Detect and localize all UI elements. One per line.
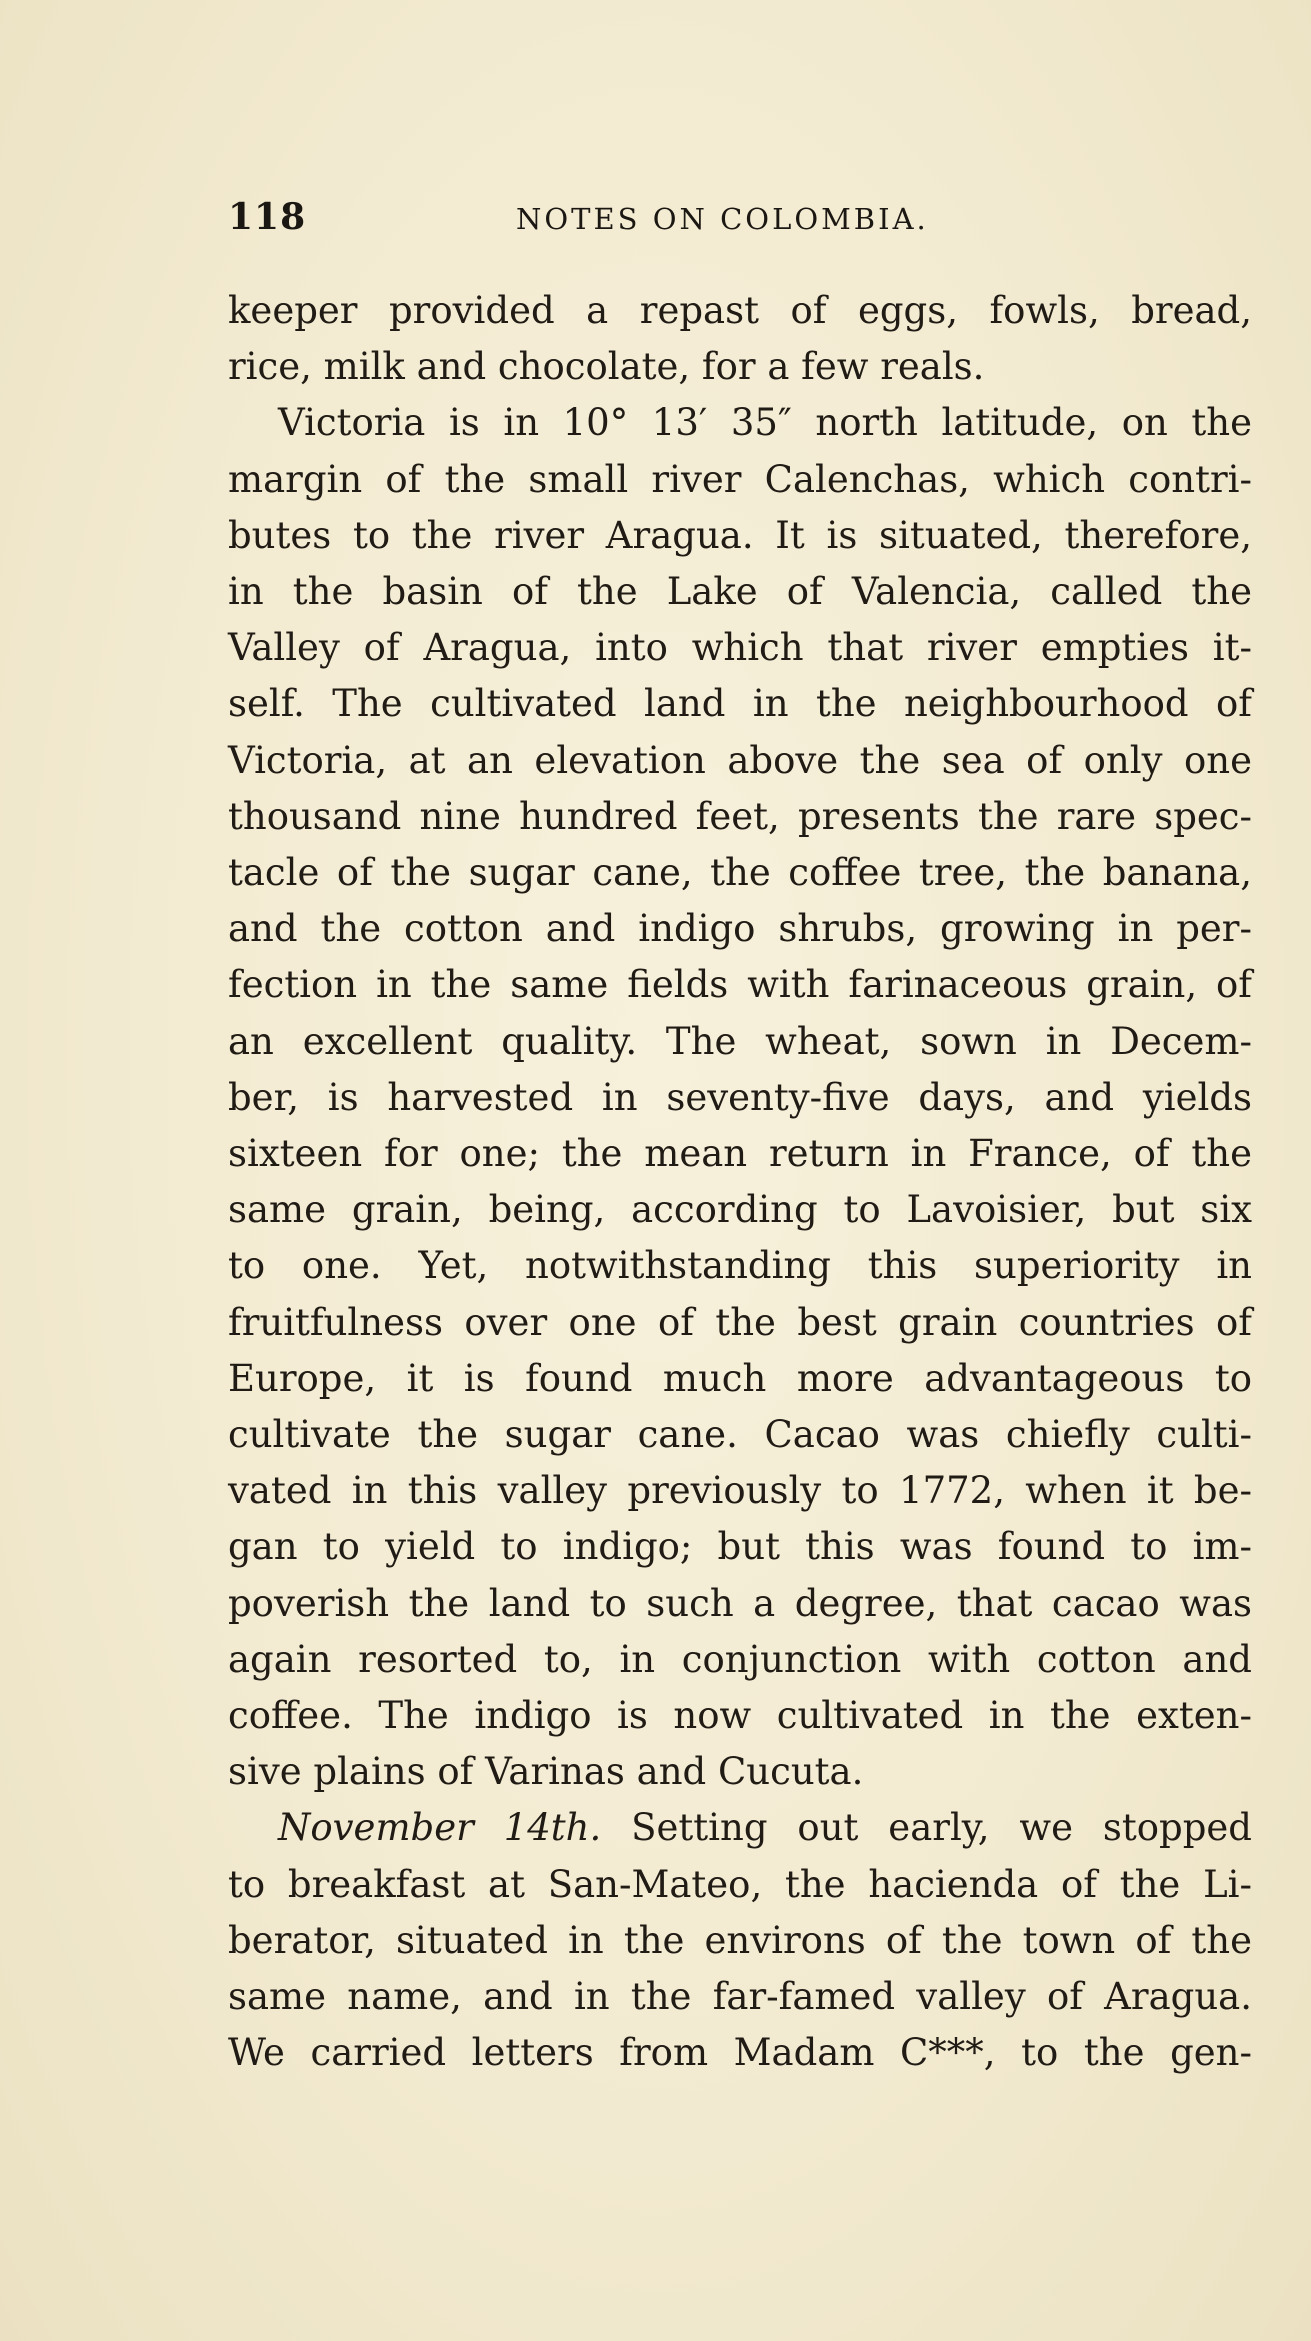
page-number: 118 [228,196,307,238]
dated-entry-line [228,1800,1252,1856]
entry-date: November 14th. [278,1806,602,1850]
running-head [228,196,1252,246]
text-line: to one. Yet, notwithstanding this superiority in [228,1244,1252,1288]
text-line: coffee. The indigo is now cultivated in the exten- [228,1694,1252,1738]
text-line: sixteen for one; the mean return in France, of the [228,1132,1252,1176]
text-line: in the basin of the Lake of Valencia, called the [228,570,1252,614]
text-line: same name, and in the far-famed valley of Aragua. [228,1975,1252,2019]
text-line: self. The cultivated land in the neighbourhood of [228,682,1252,726]
text-line: an excellent quality. The wheat, sown in Decem- [228,1019,1252,1063]
text-line: cultivate the sugar cane. Cacao was chiefly culti- [228,1413,1252,1457]
text-line: Victoria is in 10° 13′ 35″ north latitude, on the [278,401,1252,445]
text-line: butes to the river Aragua. It is situated, therefore, [228,513,1252,557]
text-line: Valley of Aragua, into which that river empties it- [228,626,1252,670]
text-line: rice, milk and chocolate, for a few reals. [228,345,985,389]
text-line: gan to yield to indigo; but this was found to im- [228,1525,1252,1569]
text-line: vated in this valley previously to 1772, when it be- [228,1469,1252,1513]
text-line: to breakfast at San-Mateo, the hacienda of the Li- [228,1862,1252,1906]
text-line: fruitfulness over one of the best grain countries of [228,1300,1252,1344]
text-line: We carried letters from Madam C***, to the gen- [228,2031,1252,2075]
text-line: thousand nine hundred feet, presents the rare spec- [228,794,1252,838]
text-line: and the cotton and indigo shrubs, growing in per- [228,907,1252,951]
text-line: again resorted to, in conjunction with cotton and [228,1637,1252,1681]
text-line: sive plains of Varinas and Cucuta. [228,1750,864,1794]
text-line: margin of the small river Calenchas, which contri- [228,457,1252,501]
text-line: berator, situated in the environs of the town of the [228,1918,1252,1962]
text-line: fection in the same fields with farinaceous grain, of [228,963,1252,1007]
text-line: Europe, it is found much more advantageous to [228,1356,1252,1400]
running-title: NOTES ON COLOMBIA. [516,202,929,236]
text-line: keeper provided a repast of eggs, fowls, bread, [228,289,1252,332]
text-line: same grain, being, according to Lavoisier, but six [228,1188,1252,1232]
text-line: ber, is harvested in seventy-five days, and yields [228,1075,1252,1119]
text-line: Victoria, at an elevation above the sea of only one [228,738,1252,782]
text-line: tacle of the sugar cane, the coffee tree, the banana, [228,851,1252,895]
entry-date-continuation: Setting out early, we stopped [601,1806,1252,1850]
text-line: poverish the land to such a degree, that cacao was [228,1581,1252,1625]
body-text [228,283,1252,2082]
